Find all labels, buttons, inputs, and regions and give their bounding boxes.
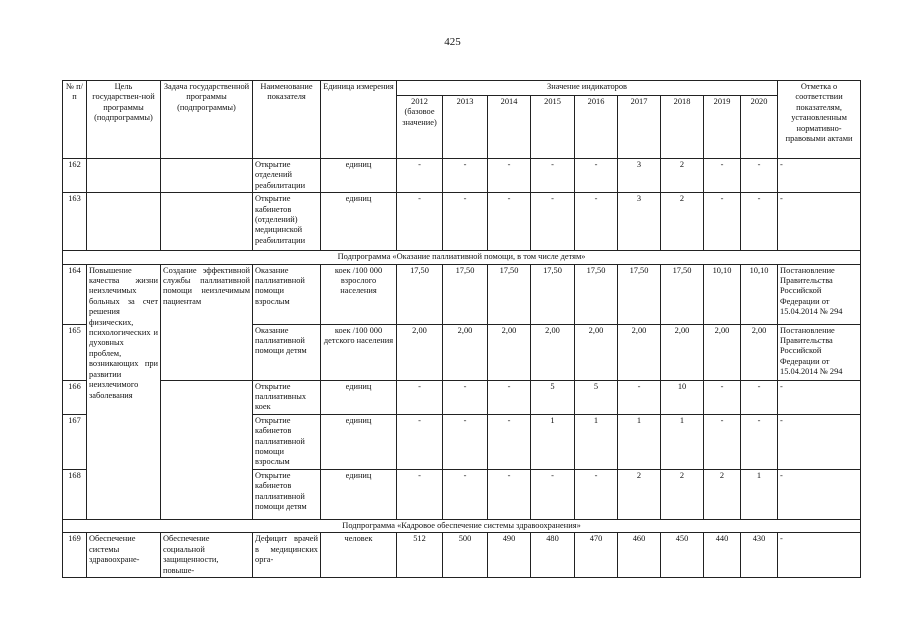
table-row [63, 159, 861, 193]
value-cell: - [397, 193, 443, 251]
value-cell: 17,50 [397, 264, 443, 324]
value-cell: 1 [661, 414, 704, 469]
goal-cell: Повышение качества жизни неизлечимых больных за счет решения физических, психологических и духовных проблем, возникающих при развитии неизлечимого заболевания [87, 264, 161, 519]
subprogram-row [63, 519, 861, 532]
unit-cell: единиц [321, 380, 397, 414]
value-cell: 470 [575, 533, 618, 578]
note-cell: Постановление Правительства Российской Федерации от 15.04.2014 № 294 [778, 264, 861, 324]
table-row [63, 264, 861, 324]
indicators-table [62, 80, 861, 578]
row-number: 168 [63, 469, 87, 519]
unit-cell: человек [321, 533, 397, 578]
goal-cell: Обеспечение системы здравоохране- [87, 533, 161, 578]
unit-cell: единиц [321, 469, 397, 519]
value-cell: 2,00 [661, 324, 704, 380]
value-cell: - [443, 159, 488, 193]
unit-cell: коек /100 000 взрослого населения [321, 264, 397, 324]
value-cell: - [531, 193, 575, 251]
header-year: 2016 [575, 96, 618, 159]
row-number: 169 [63, 533, 87, 578]
value-cell: 17,50 [531, 264, 575, 324]
table-row [63, 193, 861, 251]
note-cell: - [778, 469, 861, 519]
value-cell: 3 [618, 193, 661, 251]
subprogram-title: Подпрограмма «Оказание паллиативной помощи, в том числе детям» [63, 251, 861, 264]
value-cell: - [741, 414, 778, 469]
header-year: 2020 [741, 96, 778, 159]
value-cell: 5 [575, 380, 618, 414]
note-cell: - [778, 159, 861, 193]
note-cell: - [778, 414, 861, 469]
header-year: 2015 [531, 96, 575, 159]
value-cell: 512 [397, 533, 443, 578]
unit-cell: коек /100 000 детского населения [321, 324, 397, 380]
value-cell: 1 [575, 414, 618, 469]
value-cell: 17,50 [618, 264, 661, 324]
value-cell: - [443, 380, 488, 414]
value-cell: - [443, 469, 488, 519]
table-row [63, 533, 861, 578]
value-cell: - [531, 159, 575, 193]
value-cell: 2,00 [443, 324, 488, 380]
value-cell: 5 [531, 380, 575, 414]
table-row [63, 380, 861, 414]
value-cell: 440 [704, 533, 741, 578]
row-number: 167 [63, 414, 87, 469]
row-number: 166 [63, 380, 87, 414]
value-cell: - [575, 159, 618, 193]
value-cell: 17,50 [488, 264, 531, 324]
header-num: № п/п [63, 81, 87, 159]
value-cell: 3 [618, 159, 661, 193]
unit-cell: единиц [321, 414, 397, 469]
row-number: 163 [63, 193, 87, 251]
value-cell: - [741, 159, 778, 193]
header-year: 2013 [443, 96, 488, 159]
header-row [63, 81, 861, 96]
value-cell: 2,00 [704, 324, 741, 380]
page-number: 425 [444, 36, 461, 48]
header-base-note: (базовое значение) [402, 107, 437, 127]
task-cell [161, 380, 253, 519]
unit-cell: единиц [321, 193, 397, 251]
value-cell: 2 [661, 193, 704, 251]
value-cell: 17,50 [443, 264, 488, 324]
header-year: 2019 [704, 96, 741, 159]
task-cell: Обеспечение социальной защищенности, повыше- [161, 533, 253, 578]
unit-cell: единиц [321, 159, 397, 193]
task-cell [161, 159, 253, 193]
row-number: 165 [63, 324, 87, 380]
indicator-cell: Открытие кабинетов паллиативной помощи детям [253, 469, 321, 519]
value-cell: 10,10 [741, 264, 778, 324]
value-cell: 2,00 [531, 324, 575, 380]
value-cell: - [488, 469, 531, 519]
value-cell: - [618, 380, 661, 414]
value-cell: 1 [618, 414, 661, 469]
value-cell: 2 [661, 469, 704, 519]
value-cell: 490 [488, 533, 531, 578]
value-cell: 2 [618, 469, 661, 519]
row-number: 164 [63, 264, 87, 324]
value-cell: - [488, 414, 531, 469]
value-cell: 480 [531, 533, 575, 578]
goal-cell [87, 159, 161, 193]
indicator-cell: Дефицит врачей в медицинских орга- [253, 533, 321, 578]
value-cell: - [704, 193, 741, 251]
value-cell: 1 [531, 414, 575, 469]
value-cell: - [741, 193, 778, 251]
subprogram-title: Подпрограмма «Кадровое обеспечение системы здравоохранения» [63, 519, 861, 532]
value-cell: - [575, 193, 618, 251]
goal-cell [87, 193, 161, 251]
value-cell: - [704, 380, 741, 414]
value-cell: - [704, 159, 741, 193]
value-cell: 430 [741, 533, 778, 578]
header-unit: Единица измерения [321, 81, 397, 159]
value-cell: - [397, 380, 443, 414]
value-cell: 2,00 [741, 324, 778, 380]
header-year-label: 2012 [411, 97, 428, 106]
value-cell: 2,00 [488, 324, 531, 380]
note-cell: - [778, 533, 861, 578]
value-cell: - [531, 469, 575, 519]
value-cell: - [704, 414, 741, 469]
value-cell: 450 [661, 533, 704, 578]
value-cell: - [575, 469, 618, 519]
header-year: 2017 [618, 96, 661, 159]
header-task: Задача государственной программы (подпрограммы) [161, 81, 253, 159]
value-cell: - [443, 414, 488, 469]
indicator-cell: Открытие паллиативных коек [253, 380, 321, 414]
table-body [63, 159, 861, 578]
value-cell: 500 [443, 533, 488, 578]
row-number: 162 [63, 159, 87, 193]
indicator-cell: Оказание паллиативной помощи взрослым [253, 264, 321, 324]
header-values-group: Значение индикаторов [397, 81, 778, 96]
value-cell: 2 [704, 469, 741, 519]
note-cell: - [778, 193, 861, 251]
value-cell: - [488, 193, 531, 251]
header-year: 2018 [661, 96, 704, 159]
task-cell [161, 193, 253, 251]
value-cell: 460 [618, 533, 661, 578]
header-goal: Цель государствен-ной программы (подпрограммы) [87, 81, 161, 159]
value-cell: - [397, 159, 443, 193]
value-cell: 17,50 [575, 264, 618, 324]
value-cell: 10,10 [704, 264, 741, 324]
value-cell: 17,50 [661, 264, 704, 324]
value-cell: 2 [661, 159, 704, 193]
value-cell: 2,00 [397, 324, 443, 380]
value-cell: - [443, 193, 488, 251]
task-cell: Создание эффективной службы паллиативной помощи неизлечимым пациентам [161, 264, 253, 380]
header-year: 2014 [488, 96, 531, 159]
subprogram-row [63, 251, 861, 264]
value-cell: - [488, 380, 531, 414]
note-cell: - [778, 380, 861, 414]
value-cell: - [741, 380, 778, 414]
value-cell: 2,00 [618, 324, 661, 380]
value-cell: 2,00 [575, 324, 618, 380]
indicator-cell: Открытие кабинетов паллиативной помощи взрослым [253, 414, 321, 469]
indicator-cell: Открытие кабинетов (отделений) медицинской реабилитации [253, 193, 321, 251]
note-cell: Постановление Правительства Российской Федерации от 15.04.2014 № 294 [778, 324, 861, 380]
value-cell: - [397, 414, 443, 469]
value-cell: - [488, 159, 531, 193]
header-year-2012 [397, 96, 443, 159]
value-cell: 1 [741, 469, 778, 519]
indicator-cell: Оказание паллиативной помощи детям [253, 324, 321, 380]
header-note: Отметка о соответствии показателям, установленным нормативно-правовыми актами [778, 81, 861, 159]
header-indicator: Наименование показателя [253, 81, 321, 159]
indicator-cell: Открытие отделений реабилитации [253, 159, 321, 193]
value-cell: - [397, 469, 443, 519]
value-cell: 10 [661, 380, 704, 414]
